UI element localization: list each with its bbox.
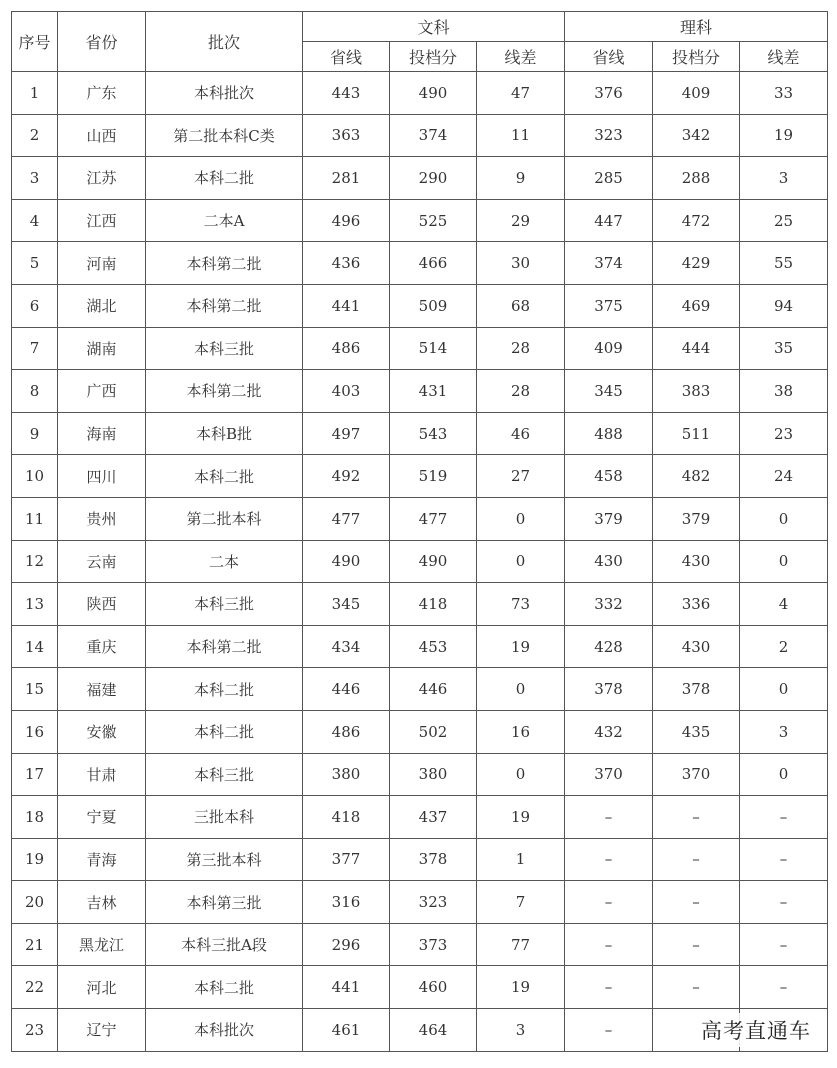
cell-science-provincial-line: – — [565, 796, 653, 839]
cell-index: 21 — [12, 923, 58, 966]
cell-science-admission-score: 378 — [653, 668, 740, 711]
cell-science-provincial-line: 370 — [565, 753, 653, 796]
cell-science-admission-score: 469 — [653, 284, 740, 327]
cell-science-provincial-line: 378 — [565, 668, 653, 711]
cell-science-provincial-line: 428 — [565, 625, 653, 668]
cell-batch: 本科批次 — [146, 1009, 303, 1052]
cell-province: 黑龙江 — [58, 923, 146, 966]
cell-science-provincial-line: 379 — [565, 497, 653, 540]
cell-arts-admission-score: 519 — [390, 455, 477, 498]
cell-arts-line-diff: 73 — [477, 583, 565, 626]
table-row — [12, 199, 828, 242]
cell-arts-line-diff: 3 — [477, 1009, 565, 1052]
table-row — [12, 157, 828, 200]
cell-science-admission-score: – — [653, 796, 740, 839]
cell-science-provincial-line: 488 — [565, 412, 653, 455]
cell-batch: 本科二批 — [146, 157, 303, 200]
cell-science-admission-score: 379 — [653, 497, 740, 540]
cell-arts-provincial-line: 363 — [303, 114, 390, 157]
cell-arts-admission-score: 460 — [390, 966, 477, 1009]
cell-arts-provincial-line: 418 — [303, 796, 390, 839]
table-row — [12, 540, 828, 583]
table-row — [12, 881, 828, 924]
table-row — [12, 923, 828, 966]
watermark: 高考直通车 — [697, 1013, 815, 1047]
cell-science-line-diff: – — [740, 923, 828, 966]
cell-arts-admission-score: 509 — [390, 284, 477, 327]
cell-province: 安徽 — [58, 710, 146, 753]
cell-arts-admission-score: 437 — [390, 796, 477, 839]
cell-science-provincial-line: – — [565, 966, 653, 1009]
cell-index: 9 — [12, 412, 58, 455]
cell-batch: 第二批本科C类 — [146, 114, 303, 157]
cell-arts-line-diff: 0 — [477, 497, 565, 540]
cell-batch: 第二批本科 — [146, 497, 303, 540]
header-science-admission-score: 投档分 — [653, 42, 740, 72]
cell-arts-admission-score: 431 — [390, 370, 477, 413]
cell-index: 11 — [12, 497, 58, 540]
cell-science-provincial-line: – — [565, 1009, 653, 1052]
cell-science-provincial-line: – — [565, 881, 653, 924]
cell-index: 5 — [12, 242, 58, 285]
cell-province: 四川 — [58, 455, 146, 498]
cell-batch: 本科二批 — [146, 710, 303, 753]
cell-science-provincial-line: 285 — [565, 157, 653, 200]
cell-arts-provincial-line: 477 — [303, 497, 390, 540]
cell-arts-admission-score: 380 — [390, 753, 477, 796]
cell-batch: 本科B批 — [146, 412, 303, 455]
cell-science-admission-score: 288 — [653, 157, 740, 200]
cell-science-line-diff: – — [740, 838, 828, 881]
header-row-group — [12, 12, 828, 42]
cell-arts-line-diff: 46 — [477, 412, 565, 455]
cell-science-line-diff: – — [740, 881, 828, 924]
cell-science-line-diff: 23 — [740, 412, 828, 455]
header-arts-admission-score: 投档分 — [390, 42, 477, 72]
cell-province: 江西 — [58, 199, 146, 242]
cell-batch: 本科批次 — [146, 72, 303, 115]
admission-score-table — [11, 11, 828, 1052]
table-row — [12, 625, 828, 668]
cell-science-provincial-line: 430 — [565, 540, 653, 583]
cell-arts-admission-score: 514 — [390, 327, 477, 370]
table-row — [12, 838, 828, 881]
cell-province: 甘肃 — [58, 753, 146, 796]
cell-science-provincial-line: 332 — [565, 583, 653, 626]
cell-index: 4 — [12, 199, 58, 242]
cell-arts-line-diff: 11 — [477, 114, 565, 157]
cell-index: 16 — [12, 710, 58, 753]
table-row — [12, 72, 828, 115]
cell-index: 8 — [12, 370, 58, 413]
cell-science-line-diff: 19 — [740, 114, 828, 157]
cell-province: 云南 — [58, 540, 146, 583]
cell-science-line-diff: 38 — [740, 370, 828, 413]
cell-batch: 本科三批A段 — [146, 923, 303, 966]
table-row — [12, 497, 828, 540]
cell-batch: 本科二批 — [146, 455, 303, 498]
cell-index: 3 — [12, 157, 58, 200]
cell-province: 吉林 — [58, 881, 146, 924]
cell-province: 湖北 — [58, 284, 146, 327]
cell-science-admission-score: 430 — [653, 625, 740, 668]
cell-science-line-diff: 0 — [740, 753, 828, 796]
cell-index: 22 — [12, 966, 58, 1009]
cell-arts-line-diff: 28 — [477, 327, 565, 370]
cell-arts-provincial-line: 345 — [303, 583, 390, 626]
table-row — [12, 370, 828, 413]
cell-science-line-diff: – — [740, 966, 828, 1009]
cell-arts-line-diff: 77 — [477, 923, 565, 966]
cell-batch: 本科第二批 — [146, 370, 303, 413]
cell-arts-provincial-line: 316 — [303, 881, 390, 924]
cell-arts-line-diff: 30 — [477, 242, 565, 285]
cell-arts-admission-score: 418 — [390, 583, 477, 626]
cell-science-admission-score: 430 — [653, 540, 740, 583]
table-row — [12, 796, 828, 839]
cell-province: 青海 — [58, 838, 146, 881]
cell-province: 海南 — [58, 412, 146, 455]
table-row — [12, 668, 828, 711]
cell-science-admission-score: 370 — [653, 753, 740, 796]
cell-arts-admission-score: 525 — [390, 199, 477, 242]
cell-science-provincial-line: 323 — [565, 114, 653, 157]
header-group-arts: 文科 — [303, 12, 565, 42]
cell-arts-admission-score: 446 — [390, 668, 477, 711]
cell-arts-provincial-line: 486 — [303, 327, 390, 370]
cell-science-provincial-line: 458 — [565, 455, 653, 498]
cell-arts-admission-score: 490 — [390, 540, 477, 583]
table-row — [12, 327, 828, 370]
table-row — [12, 753, 828, 796]
cell-arts-admission-score: 373 — [390, 923, 477, 966]
cell-science-admission-score: – — [653, 838, 740, 881]
table-row — [12, 412, 828, 455]
cell-index: 1 — [12, 72, 58, 115]
table-row — [12, 583, 828, 626]
cell-batch: 本科二批 — [146, 966, 303, 1009]
cell-province: 福建 — [58, 668, 146, 711]
cell-index: 14 — [12, 625, 58, 668]
cell-arts-line-diff: 47 — [477, 72, 565, 115]
cell-science-admission-score: 511 — [653, 412, 740, 455]
cell-index: 6 — [12, 284, 58, 327]
cell-arts-admission-score: 502 — [390, 710, 477, 753]
cell-province: 陕西 — [58, 583, 146, 626]
cell-science-line-diff: 24 — [740, 455, 828, 498]
cell-science-provincial-line: 375 — [565, 284, 653, 327]
cell-arts-provincial-line: 441 — [303, 284, 390, 327]
cell-science-provincial-line: 374 — [565, 242, 653, 285]
cell-arts-admission-score: 477 — [390, 497, 477, 540]
cell-arts-admission-score: 453 — [390, 625, 477, 668]
cell-science-line-diff: 3 — [740, 157, 828, 200]
header-science-provincial-line: 省线 — [565, 42, 653, 72]
cell-arts-admission-score: 323 — [390, 881, 477, 924]
table-row — [12, 284, 828, 327]
cell-batch: 三批本科 — [146, 796, 303, 839]
table-row — [12, 966, 828, 1009]
cell-arts-line-diff: 0 — [477, 753, 565, 796]
cell-science-provincial-line: 447 — [565, 199, 653, 242]
cell-index: 15 — [12, 668, 58, 711]
cell-arts-provincial-line: 281 — [303, 157, 390, 200]
table-body — [12, 72, 828, 1052]
header-arts-line-diff: 线差 — [477, 42, 565, 72]
cell-index: 7 — [12, 327, 58, 370]
cell-province: 广西 — [58, 370, 146, 413]
cell-arts-line-diff: 7 — [477, 881, 565, 924]
table-row — [12, 114, 828, 157]
table-row — [12, 242, 828, 285]
cell-science-admission-score: 444 — [653, 327, 740, 370]
cell-science-provincial-line: – — [565, 923, 653, 966]
cell-science-line-diff: 35 — [740, 327, 828, 370]
cell-index: 12 — [12, 540, 58, 583]
cell-arts-provincial-line: 441 — [303, 966, 390, 1009]
cell-arts-provincial-line: 296 — [303, 923, 390, 966]
cell-province: 宁夏 — [58, 796, 146, 839]
cell-province: 湖南 — [58, 327, 146, 370]
cell-batch: 本科三批 — [146, 753, 303, 796]
header-batch: 批次 — [146, 12, 303, 72]
cell-batch: 二本A — [146, 199, 303, 242]
cell-science-line-diff: 33 — [740, 72, 828, 115]
cell-arts-line-diff: 19 — [477, 796, 565, 839]
cell-index: 13 — [12, 583, 58, 626]
cell-index: 23 — [12, 1009, 58, 1052]
cell-province: 河北 — [58, 966, 146, 1009]
cell-arts-provincial-line: 492 — [303, 455, 390, 498]
cell-science-line-diff: 0 — [740, 668, 828, 711]
cell-index: 18 — [12, 796, 58, 839]
cell-arts-provincial-line: 497 — [303, 412, 390, 455]
cell-arts-provincial-line: 496 — [303, 199, 390, 242]
cell-arts-admission-score: 543 — [390, 412, 477, 455]
cell-science-admission-score: 472 — [653, 199, 740, 242]
cell-arts-provincial-line: 380 — [303, 753, 390, 796]
cell-arts-line-diff: 19 — [477, 625, 565, 668]
cell-arts-line-diff: 1 — [477, 838, 565, 881]
cell-science-line-diff: 3 — [740, 710, 828, 753]
cell-index: 19 — [12, 838, 58, 881]
cell-province: 重庆 — [58, 625, 146, 668]
cell-arts-line-diff: 27 — [477, 455, 565, 498]
cell-province: 河南 — [58, 242, 146, 285]
cell-science-provincial-line: – — [565, 838, 653, 881]
header-group-science: 理科 — [565, 12, 828, 42]
cell-science-admission-score: 435 — [653, 710, 740, 753]
cell-science-admission-score: – — [653, 966, 740, 1009]
cell-arts-admission-score: 490 — [390, 72, 477, 115]
cell-arts-admission-score: 290 — [390, 157, 477, 200]
cell-arts-provincial-line: 377 — [303, 838, 390, 881]
cell-province: 贵州 — [58, 497, 146, 540]
cell-science-line-diff: 0 — [740, 540, 828, 583]
cell-science-admission-score: 383 — [653, 370, 740, 413]
header-province: 省份 — [58, 12, 146, 72]
cell-science-admission-score: 342 — [653, 114, 740, 157]
cell-arts-provincial-line: 436 — [303, 242, 390, 285]
cell-science-line-diff: 4 — [740, 583, 828, 626]
cell-arts-provincial-line: 434 — [303, 625, 390, 668]
cell-arts-provincial-line: 446 — [303, 668, 390, 711]
cell-science-admission-score: 409 — [653, 72, 740, 115]
cell-batch: 本科三批 — [146, 327, 303, 370]
cell-science-admission-score: 336 — [653, 583, 740, 626]
cell-arts-provincial-line: 486 — [303, 710, 390, 753]
cell-batch: 本科第二批 — [146, 284, 303, 327]
cell-science-admission-score: 429 — [653, 242, 740, 285]
cell-science-admission-score: 482 — [653, 455, 740, 498]
cell-index: 17 — [12, 753, 58, 796]
cell-province: 辽宁 — [58, 1009, 146, 1052]
cell-science-provincial-line: 376 — [565, 72, 653, 115]
cell-arts-admission-score: 466 — [390, 242, 477, 285]
table-row — [12, 455, 828, 498]
cell-arts-line-diff: 29 — [477, 199, 565, 242]
cell-batch: 本科第二批 — [146, 242, 303, 285]
cell-province: 广东 — [58, 72, 146, 115]
cell-arts-line-diff: 16 — [477, 710, 565, 753]
cell-arts-provincial-line: 403 — [303, 370, 390, 413]
cell-science-line-diff: 0 — [740, 497, 828, 540]
cell-science-provincial-line: 345 — [565, 370, 653, 413]
cell-province: 江苏 — [58, 157, 146, 200]
cell-batch: 二本 — [146, 540, 303, 583]
cell-province: 山西 — [58, 114, 146, 157]
cell-arts-provincial-line: 461 — [303, 1009, 390, 1052]
cell-science-line-diff: 55 — [740, 242, 828, 285]
cell-science-provincial-line: 409 — [565, 327, 653, 370]
cell-arts-line-diff: 19 — [477, 966, 565, 1009]
table-row — [12, 710, 828, 753]
cell-arts-line-diff: 68 — [477, 284, 565, 327]
cell-arts-provincial-line: 443 — [303, 72, 390, 115]
header-index: 序号 — [12, 12, 58, 72]
cell-batch: 本科二批 — [146, 668, 303, 711]
cell-index: 2 — [12, 114, 58, 157]
cell-index: 20 — [12, 881, 58, 924]
cell-science-line-diff: 2 — [740, 625, 828, 668]
cell-arts-line-diff: 28 — [477, 370, 565, 413]
cell-arts-provincial-line: 490 — [303, 540, 390, 583]
cell-arts-admission-score: 374 — [390, 114, 477, 157]
cell-science-admission-score: – — [653, 881, 740, 924]
cell-batch: 本科第三批 — [146, 881, 303, 924]
cell-arts-admission-score: 378 — [390, 838, 477, 881]
cell-batch: 第三批本科 — [146, 838, 303, 881]
cell-index: 10 — [12, 455, 58, 498]
cell-science-line-diff: 94 — [740, 284, 828, 327]
cell-arts-line-diff: 0 — [477, 668, 565, 711]
cell-science-provincial-line: 432 — [565, 710, 653, 753]
cell-batch: 本科三批 — [146, 583, 303, 626]
cell-arts-admission-score: 464 — [390, 1009, 477, 1052]
cell-science-line-diff: – — [740, 796, 828, 839]
cell-batch: 本科第二批 — [146, 625, 303, 668]
header-science-line-diff: 线差 — [740, 42, 828, 72]
header-arts-provincial-line: 省线 — [303, 42, 390, 72]
cell-science-line-diff: 25 — [740, 199, 828, 242]
cell-science-admission-score: – — [653, 923, 740, 966]
cell-arts-line-diff: 0 — [477, 540, 565, 583]
cell-arts-line-diff: 9 — [477, 157, 565, 200]
